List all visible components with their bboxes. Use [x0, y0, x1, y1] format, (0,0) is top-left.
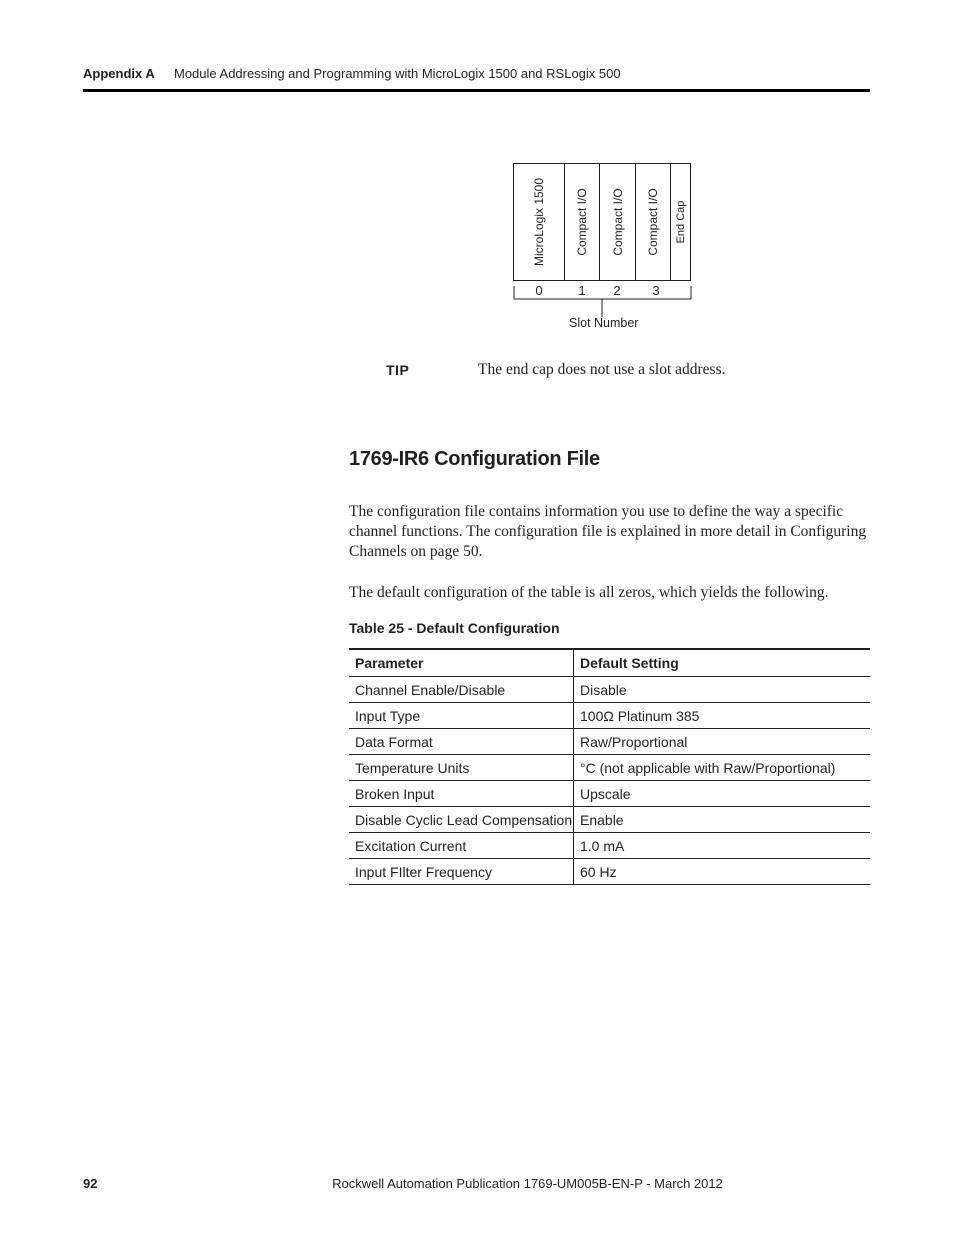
- module-label: End Cap: [674, 200, 687, 244]
- default-setting-cell: Enable: [574, 807, 871, 833]
- header-title: Module Addressing and Programming with MicroLogix 1500 and RSLogix 500: [174, 66, 621, 81]
- module-label: MicroLogix 1500: [532, 177, 546, 267]
- slot-number: 3: [652, 283, 660, 298]
- parameter-cell: Disable Cyclic Lead Compensation: [349, 807, 574, 833]
- body-paragraph: The configuration file contains information you use to define the way a specific channel functions. The configuration file is explained in more detail in Configuring Channels on page 50.: [349, 503, 867, 560]
- table-row: [349, 703, 870, 729]
- default-setting-cell: Upscale: [574, 781, 871, 807]
- table-row: [349, 781, 870, 807]
- default-setting-cell: 100Ω Platinum 385: [574, 703, 871, 729]
- header-rule: [83, 89, 870, 92]
- footer-publication: Rockwell Automation Publication 1769-UM005B-EN-P - March 2012: [332, 1176, 723, 1191]
- table-row: [349, 807, 870, 833]
- table-caption: Table 25 - Default Configuration: [349, 620, 560, 636]
- default-configuration-table: [349, 648, 870, 885]
- parameter-cell: Data Format: [349, 729, 574, 755]
- tip-text: The end cap does not use a slot address.: [478, 361, 726, 378]
- slot-number: 0: [535, 283, 543, 298]
- slot-bracket: [505, 155, 705, 335]
- column-header: Parameter: [349, 649, 574, 677]
- body-paragraph: The default configuration of the table is all zeros, which yields the following.: [349, 584, 829, 601]
- table-row: [349, 729, 870, 755]
- appendix-label: Appendix A: [83, 66, 155, 81]
- table-row: [349, 755, 870, 781]
- module-label: Compact I/O: [575, 188, 589, 256]
- parameter-cell: Temperature Units: [349, 755, 574, 781]
- slot-number-caption: Slot Number: [569, 316, 639, 330]
- slot-number: 2: [613, 283, 621, 298]
- parameter-cell: Excitation Current: [349, 833, 574, 859]
- default-setting-cell: 60 Hz: [574, 859, 871, 885]
- tip-label: TIP: [386, 362, 410, 378]
- parameter-cell: Input FIlter Frequency: [349, 859, 574, 885]
- default-setting-cell: Raw/Proportional: [574, 729, 871, 755]
- column-header: Default Setting: [574, 649, 871, 677]
- default-setting-cell: °C (not applicable with Raw/Proportional): [574, 755, 871, 781]
- section-heading: 1769-IR6 Configuration File: [349, 448, 600, 470]
- table-header-row: [349, 649, 870, 677]
- module-label: Compact I/O: [646, 188, 660, 256]
- default-setting-cell: 1.0 mA: [574, 833, 871, 859]
- parameter-cell: Broken Input: [349, 781, 574, 807]
- slot-diagram: [505, 155, 705, 335]
- page-number: 92: [83, 1176, 98, 1191]
- table-row: [349, 859, 870, 885]
- module-label: Compact I/O: [610, 188, 625, 256]
- parameter-cell: Channel Enable/Disable: [349, 677, 574, 703]
- default-setting-cell: Disable: [574, 677, 871, 703]
- slot-number: 1: [578, 283, 586, 298]
- table-row: [349, 833, 870, 859]
- table-row: [349, 677, 870, 703]
- parameter-cell: Input Type: [349, 703, 574, 729]
